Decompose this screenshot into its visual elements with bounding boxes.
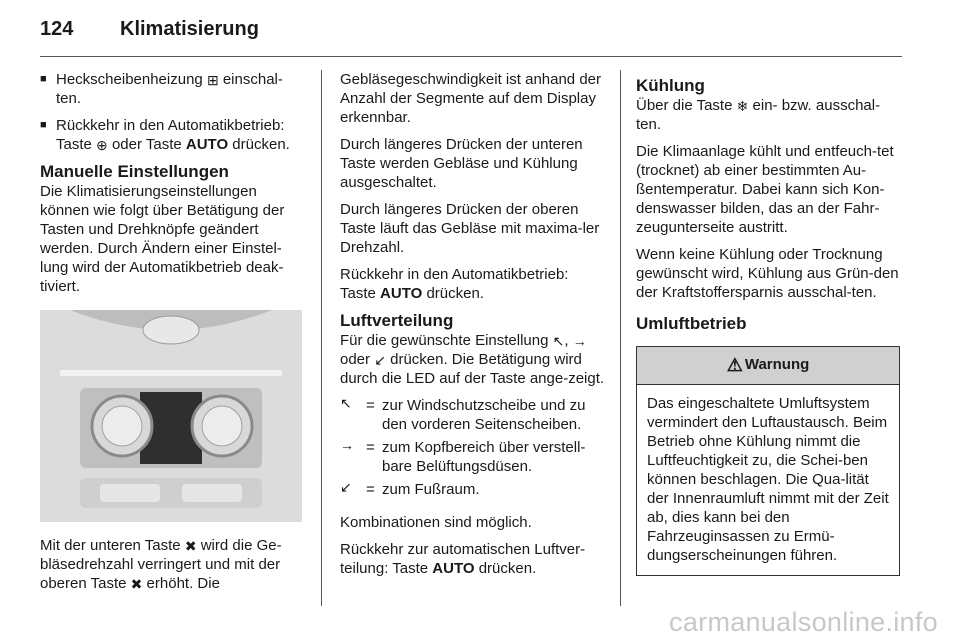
warning-title: Warnung	[744, 356, 810, 373]
warning-text: Das eingeschaltete Umluftsystem vermindert den Luftaustausch. Beim Betrieb ohne Kühlung nimmt die Luftfeuchtigkeit zu, die Schei-ben können beschlagen. Die Qua-lität der Innenraumluft nimmt mit der Zeit ab, dies kann bei den Fahrzeuginsassen zu Ermü-dungserscheinungen führen.	[647, 395, 889, 564]
warning-header	[637, 347, 899, 385]
warning-icon: ⚠	[726, 355, 743, 375]
paragraph: Rückkehr zur automatischen Luftver-teilung: Taste AUTO drücken.	[340, 541, 586, 577]
paragraph: Gebläsegeschwindigkeit ist anhand der Anzahl der Segmente auf dem Display erkennbar.	[340, 71, 601, 126]
paragraph: Über die Taste ❄ ein- bzw. ausschal-ten.	[636, 97, 881, 133]
list-item: ■ Rückkehr in den Automatikbetrieb: Taste ⊕ oder Taste AUTO drücken.	[40, 117, 290, 153]
section-heading-cooling: Kühlung	[636, 76, 705, 95]
windscreen-airflow-icon: ↖	[552, 333, 565, 349]
rear-window-heater-icon: ⊞	[206, 72, 219, 88]
paragraph: Durch längeres Drücken der oberen Taste läuft das Gebläse mit maxima-ler Drehzahl.	[340, 201, 600, 256]
list-item: ■ Heckscheibenheizung ⊞ einschal-ten.	[40, 71, 283, 107]
windscreen-airflow-icon: ↖	[340, 395, 352, 411]
chapter-title: Klimatisierung	[120, 18, 259, 40]
column-1	[40, 70, 306, 601]
snowflake-icon: ❄	[736, 98, 749, 114]
bullet-icon: ■	[40, 73, 47, 85]
fan-icon: ✖	[130, 576, 143, 592]
head-airflow-icon: →	[572, 333, 587, 349]
paragraph: Die Klimaanlage kühlt und entfeuch-tet (trocknet) ab einer bestimmten Au-ßentemperatur. Dabei kann sich Kon-denswasser bilden, das an der Fahr-zeugunterseite austritt.	[636, 143, 894, 236]
paragraph: Rückkehr in den Automatikbetrieb: Taste AUTO drücken.	[340, 266, 569, 302]
head-airflow-icon: →	[340, 437, 354, 453]
warning-box	[636, 346, 900, 576]
section-heading-recirculation: Umluftbetrieb	[636, 314, 747, 333]
header-divider	[40, 56, 902, 57]
paragraph: Mit der unteren Taste ✖ wird die Ge-bläsedrehzahl verringert und mit der oberen Taste ✖ erhöht. Die	[40, 537, 282, 592]
footwell-airflow-icon: ↙	[374, 352, 386, 368]
section-heading-air-distribution: Luftverteilung	[340, 311, 454, 330]
paragraph: Die Klimatisierungseinstellungen können wie folgt über Betätigung der Tasten und Drehknöpfe geändert werden. Durch Ändern einer Einstel-lung wird der Automatikbetrieb deak-tiviert.	[40, 183, 285, 295]
page-number: 124	[40, 18, 74, 40]
watermark: carmanualsonline.info	[669, 607, 938, 637]
paragraph: Wenn keine Kühlung oder Trocknung gewünscht wird, Kühlung aus Grün-den der Kraftstoffersparnis ausschal-ten.	[636, 246, 899, 301]
column-2	[340, 70, 606, 586]
paragraph: Für die gewünschte Einstellung ↖, → oder ↙ drücken. Die Betätigung wird durch die LED auf der Taste ange-zeigt.	[340, 332, 605, 387]
control-panel-illustration	[40, 310, 302, 522]
defrost-icon: ⊕	[96, 137, 108, 153]
footwell-airflow-icon: ↙	[340, 479, 352, 495]
section-heading-manual: Manuelle Einstellungen	[40, 162, 229, 181]
column-3	[636, 70, 900, 576]
fan-icon: ✖	[184, 538, 197, 554]
paragraph: Durch längeres Drücken der unteren Taste werden Gebläse und Kühlung ausgeschaltet.	[340, 136, 583, 191]
page-header	[40, 18, 259, 48]
bullet-icon: ■	[40, 119, 47, 131]
air-distribution-legend: ↖ = zur Windschutzscheibe und zu den vorderen Seitenscheiben. → = zum Kopfbereich über verstell-bare Belüftungsdüsen. ↙ = zum Fußraum.	[340, 395, 586, 498]
column-divider-2	[620, 70, 621, 606]
column-divider-1	[321, 70, 322, 606]
control-panel-photo	[40, 310, 302, 522]
paragraph: Kombinationen sind möglich.	[340, 514, 532, 531]
